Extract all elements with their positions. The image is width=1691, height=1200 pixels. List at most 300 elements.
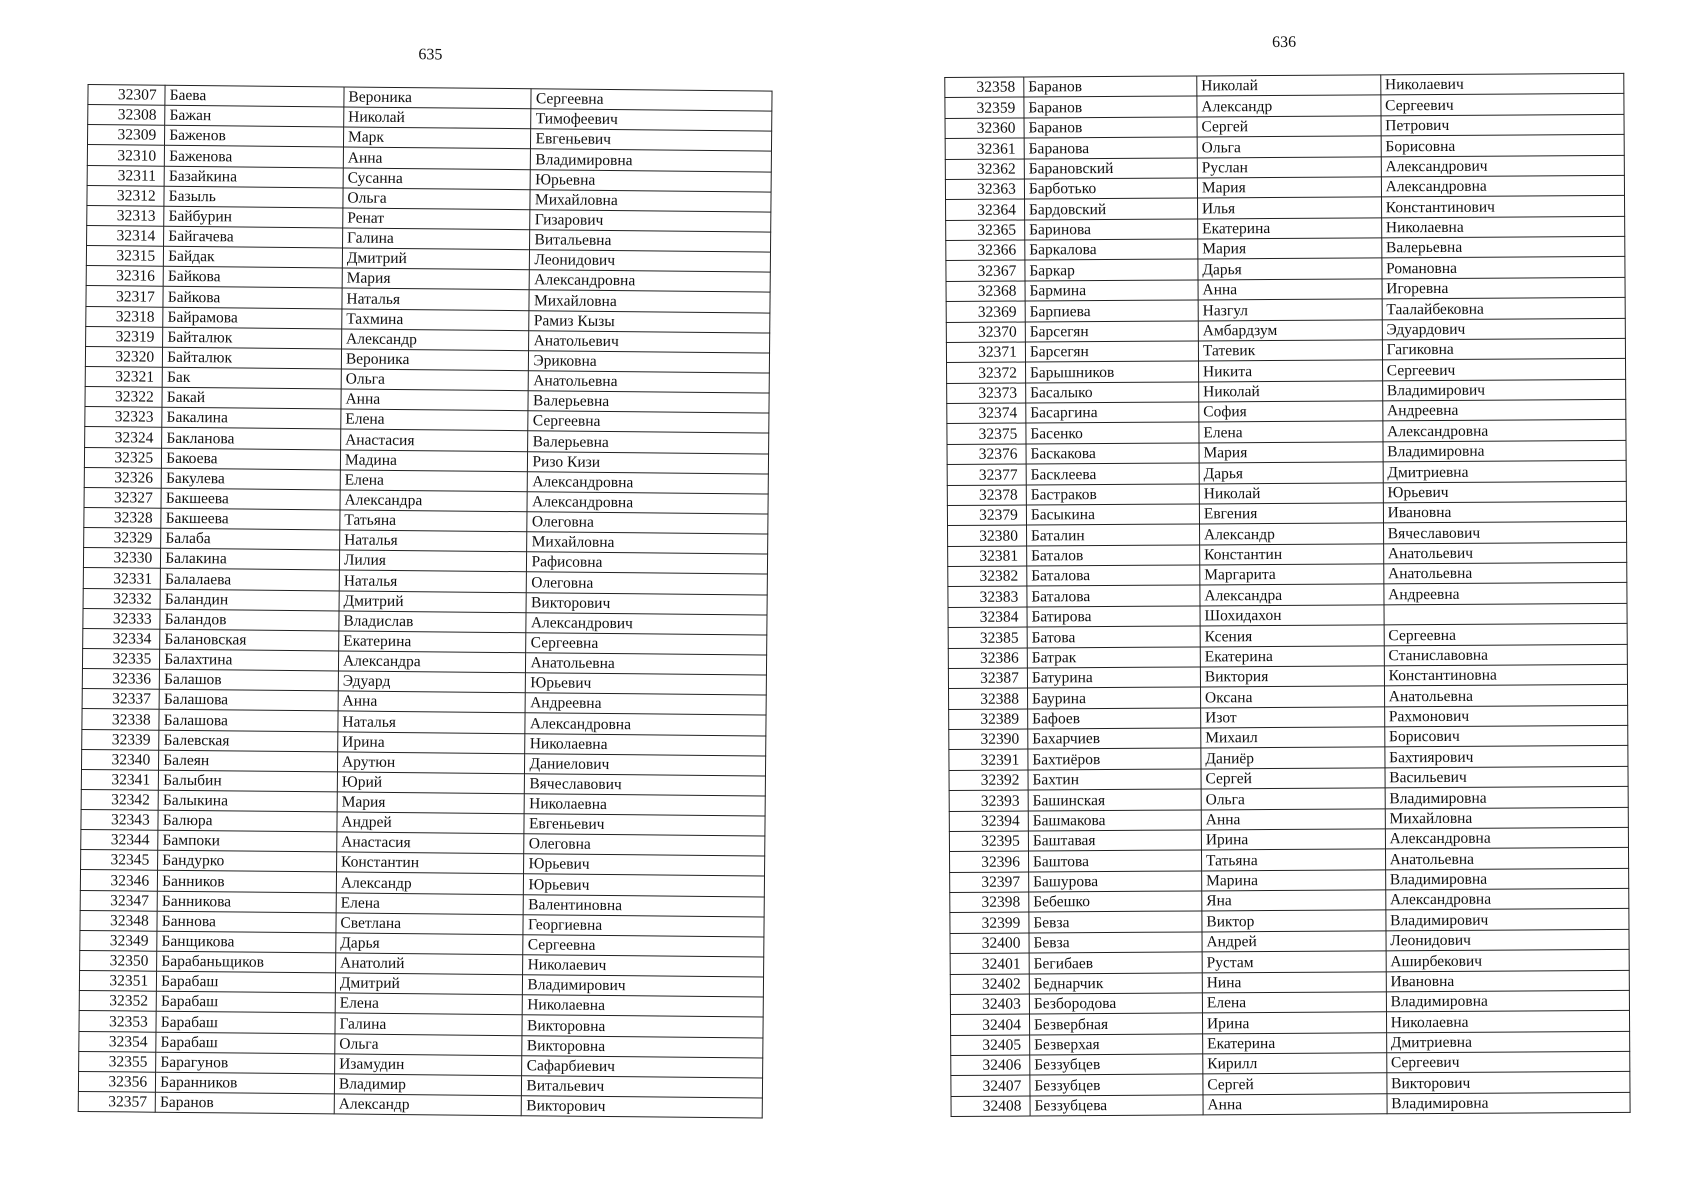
row-number-cell: 32330	[83, 548, 160, 569]
patronymic-cell: Анатольевна	[529, 371, 770, 393]
row-number-cell: 32342	[81, 789, 158, 810]
first-name-cell: Сергей	[1203, 1073, 1387, 1094]
patronymic-cell: Олеговна	[527, 572, 768, 594]
row-number-cell: 32363	[945, 179, 1024, 200]
patronymic-cell: Андреевна	[526, 693, 767, 715]
surname-cell: Барсегян	[1025, 341, 1198, 362]
patronymic-cell: Юрьевич	[526, 673, 767, 695]
surname-cell: Бафоев	[1028, 708, 1201, 729]
patronymic-cell: Витальевна	[530, 230, 771, 252]
surname-cell: Бахтин	[1028, 769, 1201, 790]
patronymic-cell: Сергеевна	[1384, 623, 1627, 645]
first-name-cell: Елена	[1202, 992, 1386, 1013]
row-number-cell: 32328	[84, 507, 161, 528]
names-table-body	[78, 85, 772, 1119]
patronymic-cell: Васильевич	[1385, 766, 1628, 788]
row-number-cell: 32308	[88, 105, 165, 126]
first-name-cell: Анна	[338, 691, 526, 713]
first-name-cell: Дмитрий	[335, 973, 523, 995]
patronymic-cell: Александровна	[1381, 175, 1624, 197]
surname-cell: Байрамова	[163, 307, 342, 329]
patronymic-cell: Владимировна	[1387, 1092, 1630, 1114]
first-name-cell: Ольга	[1197, 136, 1381, 157]
first-name-cell: Сергей	[1201, 768, 1385, 789]
surname-cell: Бакулева	[161, 468, 340, 490]
first-name-cell: Наталья	[340, 530, 528, 552]
first-name-cell: Татьяна	[1201, 849, 1385, 870]
surname-cell: Балашов	[159, 669, 338, 691]
patronymic-cell: Викторович	[1387, 1072, 1630, 1094]
surname-cell: Барсегян	[1025, 320, 1198, 341]
surname-cell: Баранов	[1024, 76, 1197, 97]
patronymic-cell: Сергеевна	[528, 411, 769, 433]
row-number-cell: 32307	[88, 85, 165, 106]
surname-cell: Балахтина	[160, 649, 339, 671]
row-number-cell: 32312	[87, 185, 164, 206]
first-name-cell: Владислав	[339, 611, 527, 633]
first-name-cell: Вероника	[344, 87, 532, 109]
first-name-cell: Константин	[1200, 543, 1384, 564]
patronymic-cell: Эдуардович	[1382, 318, 1625, 340]
first-name-cell: Шохидахон	[1200, 605, 1384, 626]
row-number-cell: 32352	[79, 991, 156, 1012]
patronymic-cell: Сергеевна	[523, 935, 764, 957]
surname-cell: Бахарчиев	[1028, 728, 1201, 749]
first-name-cell: Амбардзум	[1198, 319, 1382, 340]
row-number-cell: 32349	[80, 930, 157, 951]
first-name-cell: Тахмина	[342, 308, 530, 330]
surname-cell: Байталюк	[163, 347, 342, 369]
surname-cell: Бакалина	[162, 407, 341, 429]
row-number-cell: 32397	[950, 872, 1029, 893]
row-number-cell: 32382	[948, 566, 1027, 587]
row-number-cell: 32384	[948, 607, 1027, 628]
surname-cell: Барботько	[1024, 178, 1197, 199]
first-name-cell: Анна	[1201, 808, 1385, 829]
row-number-cell: 32327	[84, 487, 161, 508]
patronymic-cell: Аширбекович	[1386, 949, 1629, 971]
row-number-cell: 32313	[87, 205, 164, 226]
patronymic-cell: Гагиковна	[1382, 338, 1625, 360]
first-name-cell: Екатерина	[1200, 645, 1384, 666]
surname-cell: Батова	[1027, 626, 1200, 647]
first-name-cell: Ольга	[343, 188, 531, 210]
row-number-cell: 32334	[83, 628, 160, 649]
surname-cell: Базыль	[164, 186, 343, 208]
surname-cell: Баштавая	[1028, 830, 1201, 851]
patronymic-cell: Николаевна	[525, 733, 766, 755]
first-name-cell: Дарья	[1199, 462, 1383, 483]
patronymic-cell: Тимофеевич	[531, 109, 772, 131]
surname-cell: Бармина	[1025, 280, 1198, 301]
patronymic-cell: Рафисовна	[527, 552, 768, 574]
patronymic-cell: Александровна	[1383, 420, 1626, 442]
patronymic-cell: Петрович	[1381, 114, 1624, 136]
patronymic-cell: Вячеславович	[525, 774, 766, 796]
patronymic-cell: Валерьевна	[1381, 236, 1624, 258]
surname-cell: Балеян	[159, 750, 338, 772]
row-number-cell: 32353	[79, 1011, 156, 1032]
surname-cell: Балыкина	[158, 790, 337, 812]
first-name-cell: Анна	[343, 147, 531, 169]
first-name-cell: Константин	[336, 852, 524, 874]
patronymic-cell: Александрович	[1381, 155, 1624, 177]
row-number-cell: 32385	[948, 627, 1027, 648]
surname-cell: Балевская	[159, 730, 338, 752]
patronymic-cell: Викторовна	[522, 1015, 763, 1037]
first-name-cell: Елена	[335, 993, 523, 1015]
surname-cell: Байталюк	[163, 327, 342, 349]
first-name-cell: Николай	[1197, 75, 1381, 96]
surname-cell: Баркар	[1025, 259, 1198, 280]
row-number-cell: 32400	[950, 933, 1029, 954]
first-name-cell: Наталья	[339, 570, 527, 592]
surname-cell: Барагунов	[156, 1052, 335, 1074]
surname-cell: Бакшеева	[161, 488, 340, 510]
first-name-cell: Ренат	[343, 208, 531, 230]
names-table	[78, 84, 773, 1119]
row-number-cell: 32318	[86, 306, 163, 327]
first-name-cell: Эдуард	[338, 671, 526, 693]
first-name-cell: Александра	[340, 490, 528, 512]
surname-cell: Беззубцева	[1030, 1095, 1203, 1116]
row-number-cell: 32311	[87, 165, 164, 186]
patronymic-cell: Михайловна	[529, 290, 770, 312]
first-name-cell: Анна	[1203, 1094, 1387, 1115]
surname-cell: Беззубцев	[1030, 1054, 1203, 1075]
row-number-cell: 32364	[946, 199, 1025, 220]
first-name-cell: Ирина	[1202, 1012, 1386, 1033]
patronymic-cell: Таалайбековна	[1382, 297, 1625, 319]
first-name-cell: Александр	[341, 329, 529, 351]
patronymic-cell: Валентиновна	[524, 894, 765, 916]
patronymic-cell: Эриковна	[529, 351, 770, 373]
row-number-cell: 32404	[950, 1014, 1029, 1035]
patronymic-cell: Николаевна	[1381, 216, 1624, 238]
patronymic-cell: Сергеевич	[1382, 359, 1625, 381]
first-name-cell: Николай	[344, 107, 532, 129]
patronymic-cell: Константиновна	[1384, 664, 1627, 686]
surname-cell: Барановский	[1024, 157, 1197, 178]
first-name-cell: Татевик	[1198, 340, 1382, 361]
patronymic-cell: Николаевна	[523, 995, 764, 1017]
patronymic-cell: Олеговна	[527, 512, 768, 534]
right-page	[944, 29, 1631, 1117]
row-number-cell: 32323	[85, 407, 162, 428]
row-number-cell: 32333	[83, 608, 160, 629]
patronymic-cell: Анатольевна	[1385, 848, 1628, 870]
surname-cell: Баранов	[155, 1092, 334, 1114]
first-name-cell: Ольга	[335, 1034, 523, 1056]
surname-cell: Балакина	[161, 548, 340, 570]
patronymic-cell: Борисовна	[1381, 134, 1624, 156]
row-number-cell: 32341	[81, 769, 158, 790]
row-number-cell: 32407	[951, 1075, 1030, 1096]
row-number-cell: 32392	[949, 770, 1028, 791]
first-name-cell: Руслан	[1197, 156, 1381, 177]
first-name-cell: Даниёр	[1201, 747, 1385, 768]
first-name-cell: Дмитрий	[339, 590, 527, 612]
first-name-cell: Мария	[342, 268, 530, 290]
surname-cell: Баева	[165, 85, 344, 107]
first-name-cell: Елена	[1199, 421, 1383, 442]
patronymic-cell: Леонидович	[530, 250, 771, 272]
row-number-cell: 32394	[949, 811, 1028, 832]
row-number-cell: 32378	[947, 485, 1026, 506]
surname-cell: Байкова	[163, 267, 342, 289]
row-number-cell: 32332	[83, 588, 160, 609]
patronymic-cell: Даниелович	[525, 753, 766, 775]
row-number-cell: 32389	[949, 709, 1028, 730]
row-number-cell: 32388	[949, 688, 1028, 709]
first-name-cell: Оксана	[1200, 686, 1384, 707]
row-number-cell: 32343	[81, 810, 158, 831]
patronymic-cell: Сергеевна	[531, 89, 772, 111]
first-name-cell: Мария	[1199, 442, 1383, 463]
first-name-cell: Александр	[336, 872, 524, 894]
first-name-cell: Евгения	[1199, 503, 1383, 524]
patronymic-cell: Георгиевна	[523, 914, 764, 936]
patronymic-cell: Владимировна	[1383, 440, 1626, 462]
row-number-cell: 32320	[85, 346, 162, 367]
surname-cell: Баранов	[1024, 117, 1197, 138]
surname-cell: Баталова	[1027, 565, 1200, 586]
patronymic-cell: Анатольевна	[526, 653, 767, 675]
row-number-cell: 32370	[946, 322, 1025, 343]
surname-cell: Банщикова	[157, 931, 336, 953]
patronymic-cell: Александровна	[1385, 827, 1628, 849]
row-number-cell: 32375	[947, 423, 1026, 444]
row-number-cell: 32361	[945, 138, 1024, 159]
first-name-cell: Дарья	[336, 933, 524, 955]
row-number-cell: 32360	[945, 118, 1024, 139]
first-name-cell: Маргарита	[1200, 564, 1384, 585]
first-name-cell: Ксения	[1200, 625, 1384, 646]
surname-cell: Баталов	[1027, 545, 1200, 566]
first-name-cell: Дарья	[1198, 258, 1382, 279]
row-number-cell: 32316	[86, 266, 163, 287]
surname-cell: Бакланова	[162, 428, 341, 450]
patronymic-cell: Рахмонович	[1384, 705, 1627, 727]
patronymic-cell: Станиславовна	[1384, 644, 1627, 666]
patronymic-cell: Николаевич	[523, 955, 764, 977]
first-name-cell: Александра	[338, 651, 526, 673]
surname-cell: Батрак	[1027, 646, 1200, 667]
left-page	[78, 40, 773, 1119]
surname-cell: Барабаш	[156, 1032, 335, 1054]
row-number-cell: 32396	[950, 851, 1029, 872]
row-number-cell: 32398	[950, 892, 1029, 913]
surname-cell: Байкова	[163, 287, 342, 309]
first-name-cell: София	[1199, 401, 1383, 422]
page-number: 635	[418, 46, 443, 64]
row-number-cell: 32309	[87, 125, 164, 146]
first-name-cell: Марк	[343, 127, 531, 149]
first-name-cell: Лилия	[339, 550, 527, 572]
first-name-cell: Ольга	[341, 369, 529, 391]
row-number-cell: 32365	[946, 220, 1025, 241]
row-number-cell: 32351	[79, 971, 156, 992]
row-number-cell: 32373	[947, 383, 1026, 404]
first-name-cell: Наталья	[338, 711, 526, 733]
surname-cell: Безвербная	[1029, 1013, 1202, 1034]
first-name-cell: Сусанна	[343, 168, 531, 190]
row-number-cell: 32355	[79, 1051, 156, 1072]
surname-cell: Бардовский	[1024, 198, 1197, 219]
patronymic-cell: Сергеевич	[1381, 94, 1624, 116]
first-name-cell: Юрий	[337, 772, 525, 794]
row-number-cell: 32393	[949, 790, 1028, 811]
first-name-cell: Анатолий	[335, 953, 523, 975]
surname-cell: Байдак	[164, 246, 343, 268]
row-number-cell: 32326	[84, 467, 161, 488]
patronymic-cell: Вячеславович	[1383, 522, 1626, 544]
row-number-cell: 32387	[948, 668, 1027, 689]
patronymic-cell: Владимировна	[1386, 990, 1629, 1012]
row-number-cell: 32376	[947, 444, 1026, 465]
surname-cell: Балаба	[161, 528, 340, 550]
surname-cell: Балашова	[159, 689, 338, 711]
first-name-cell: Александр	[334, 1094, 522, 1116]
patronymic-cell: Владимировна	[531, 149, 772, 171]
patronymic-cell: Андреевна	[1382, 399, 1625, 421]
row-number-cell: 32362	[945, 159, 1024, 180]
first-name-cell: Наталья	[342, 288, 530, 310]
row-number-cell: 32337	[82, 689, 159, 710]
patronymic-cell: Анатольевна	[1383, 562, 1626, 584]
patronymic-cell: Дмитриевна	[1383, 460, 1626, 482]
patronymic-cell: Викторовна	[522, 1035, 763, 1057]
surname-cell: Баженов	[165, 126, 344, 148]
names-table-body	[945, 73, 1630, 1116]
first-name-cell: Галина	[342, 228, 530, 250]
patronymic-cell	[1384, 603, 1627, 625]
row-number-cell: 32358	[945, 77, 1024, 98]
row-number-cell: 32380	[948, 525, 1027, 546]
patronymic-cell: Романовна	[1382, 257, 1625, 279]
row-number-cell: 32401	[950, 953, 1029, 974]
first-name-cell: Рустам	[1202, 951, 1386, 972]
first-name-cell: Светлана	[336, 913, 524, 935]
surname-cell: Башмакова	[1028, 809, 1201, 830]
patronymic-cell: Игоревна	[1382, 277, 1625, 299]
surname-cell: Бевза	[1029, 911, 1202, 932]
row-number-cell: 32371	[946, 342, 1025, 363]
first-name-cell: Александр	[1199, 523, 1383, 544]
surname-cell: Бастраков	[1026, 483, 1199, 504]
row-number-cell: 32391	[949, 749, 1028, 770]
row-number-cell: 32406	[951, 1055, 1030, 1076]
row-number-cell: 32372	[947, 362, 1026, 383]
surname-cell: Байбурин	[164, 206, 343, 228]
patronymic-cell: Александровна	[1385, 888, 1628, 910]
surname-cell: Барабаньщиков	[157, 951, 336, 973]
patronymic-cell: Николаевич	[1380, 73, 1623, 95]
patronymic-cell: Гизарович	[530, 210, 771, 232]
first-name-cell: Ольга	[1201, 788, 1385, 809]
row-number-cell: 32340	[81, 749, 158, 770]
table-row	[951, 1092, 1630, 1117]
first-name-cell: Елена	[341, 409, 529, 431]
patronymic-cell: Владимировна	[1385, 786, 1628, 808]
patronymic-cell: Валерьевна	[528, 431, 769, 453]
row-number-cell: 32350	[80, 951, 157, 972]
row-number-cell: 32405	[951, 1035, 1030, 1056]
surname-cell: Бегибаев	[1029, 952, 1202, 973]
row-number-cell: 32357	[78, 1091, 155, 1112]
names-table	[944, 73, 1630, 1117]
patronymic-cell: Владимирович	[1382, 379, 1625, 401]
first-name-cell: Ирина	[1201, 829, 1385, 850]
row-number-cell: 32366	[946, 240, 1025, 261]
first-name-cell: Илья	[1197, 197, 1381, 218]
first-name-cell: Марина	[1202, 869, 1386, 890]
row-number-cell: 32344	[81, 830, 158, 851]
row-number-cell: 32347	[80, 890, 157, 911]
surname-cell: Батирова	[1027, 606, 1200, 627]
patronymic-cell: Александровна	[528, 471, 769, 493]
patronymic-cell: Константинович	[1381, 196, 1624, 218]
surname-cell: Баландов	[160, 609, 339, 631]
patronymic-cell: Юрьевич	[524, 854, 765, 876]
first-name-cell: Нина	[1202, 971, 1386, 992]
row-number-cell: 32381	[948, 546, 1027, 567]
row-number-cell: 32314	[87, 225, 164, 246]
patronymic-cell: Ивановна	[1386, 970, 1629, 992]
patronymic-cell: Александрович	[526, 612, 767, 634]
patronymic-cell: Валерьевна	[528, 391, 769, 413]
surname-cell: Баранова	[1024, 137, 1197, 158]
first-name-cell: Елена	[336, 893, 524, 915]
patronymic-cell: Викторович	[522, 1096, 763, 1118]
row-number-cell: 32329	[84, 528, 161, 549]
row-number-cell: 32356	[78, 1071, 155, 1092]
first-name-cell: Никита	[1198, 360, 1382, 381]
first-name-cell: Андрей	[337, 812, 525, 834]
first-name-cell: Дмитрий	[342, 248, 530, 270]
row-number-cell: 32395	[949, 831, 1028, 852]
first-name-cell: Мадина	[340, 449, 528, 471]
surname-cell: Башинская	[1028, 789, 1201, 810]
surname-cell: Байгачева	[164, 226, 343, 248]
patronymic-cell: Евгеньевич	[524, 814, 765, 836]
first-name-cell: Екатерина	[1198, 217, 1382, 238]
first-name-cell: Татьяна	[340, 510, 528, 532]
surname-cell: Баженова	[165, 146, 344, 168]
first-name-cell: Галина	[335, 1013, 523, 1035]
surname-cell: Басалыко	[1026, 382, 1199, 403]
surname-cell: Бак	[162, 367, 341, 389]
surname-cell: Балыбин	[159, 770, 338, 792]
surname-cell: Балалаева	[160, 569, 339, 591]
first-name-cell: Ирина	[338, 731, 526, 753]
row-number-cell: 32408	[951, 1096, 1030, 1117]
surname-cell: Баннова	[157, 911, 336, 933]
row-number-cell: 32325	[84, 447, 161, 468]
row-number-cell: 32403	[950, 994, 1029, 1015]
patronymic-cell: Сафарбиевич	[522, 1055, 763, 1077]
surname-cell: Бебешко	[1029, 891, 1202, 912]
row-number-cell: 32317	[86, 286, 163, 307]
surname-cell: Баскакова	[1026, 443, 1199, 464]
row-number-cell: 32386	[948, 648, 1027, 669]
patronymic-cell: Владимирович	[523, 975, 764, 997]
patronymic-cell: Ивановна	[1383, 501, 1626, 523]
surname-cell: Бевза	[1029, 932, 1202, 953]
first-name-cell: Мария	[1198, 238, 1382, 259]
patronymic-cell: Михайловна	[530, 189, 771, 211]
row-number-cell: 32402	[950, 973, 1029, 994]
